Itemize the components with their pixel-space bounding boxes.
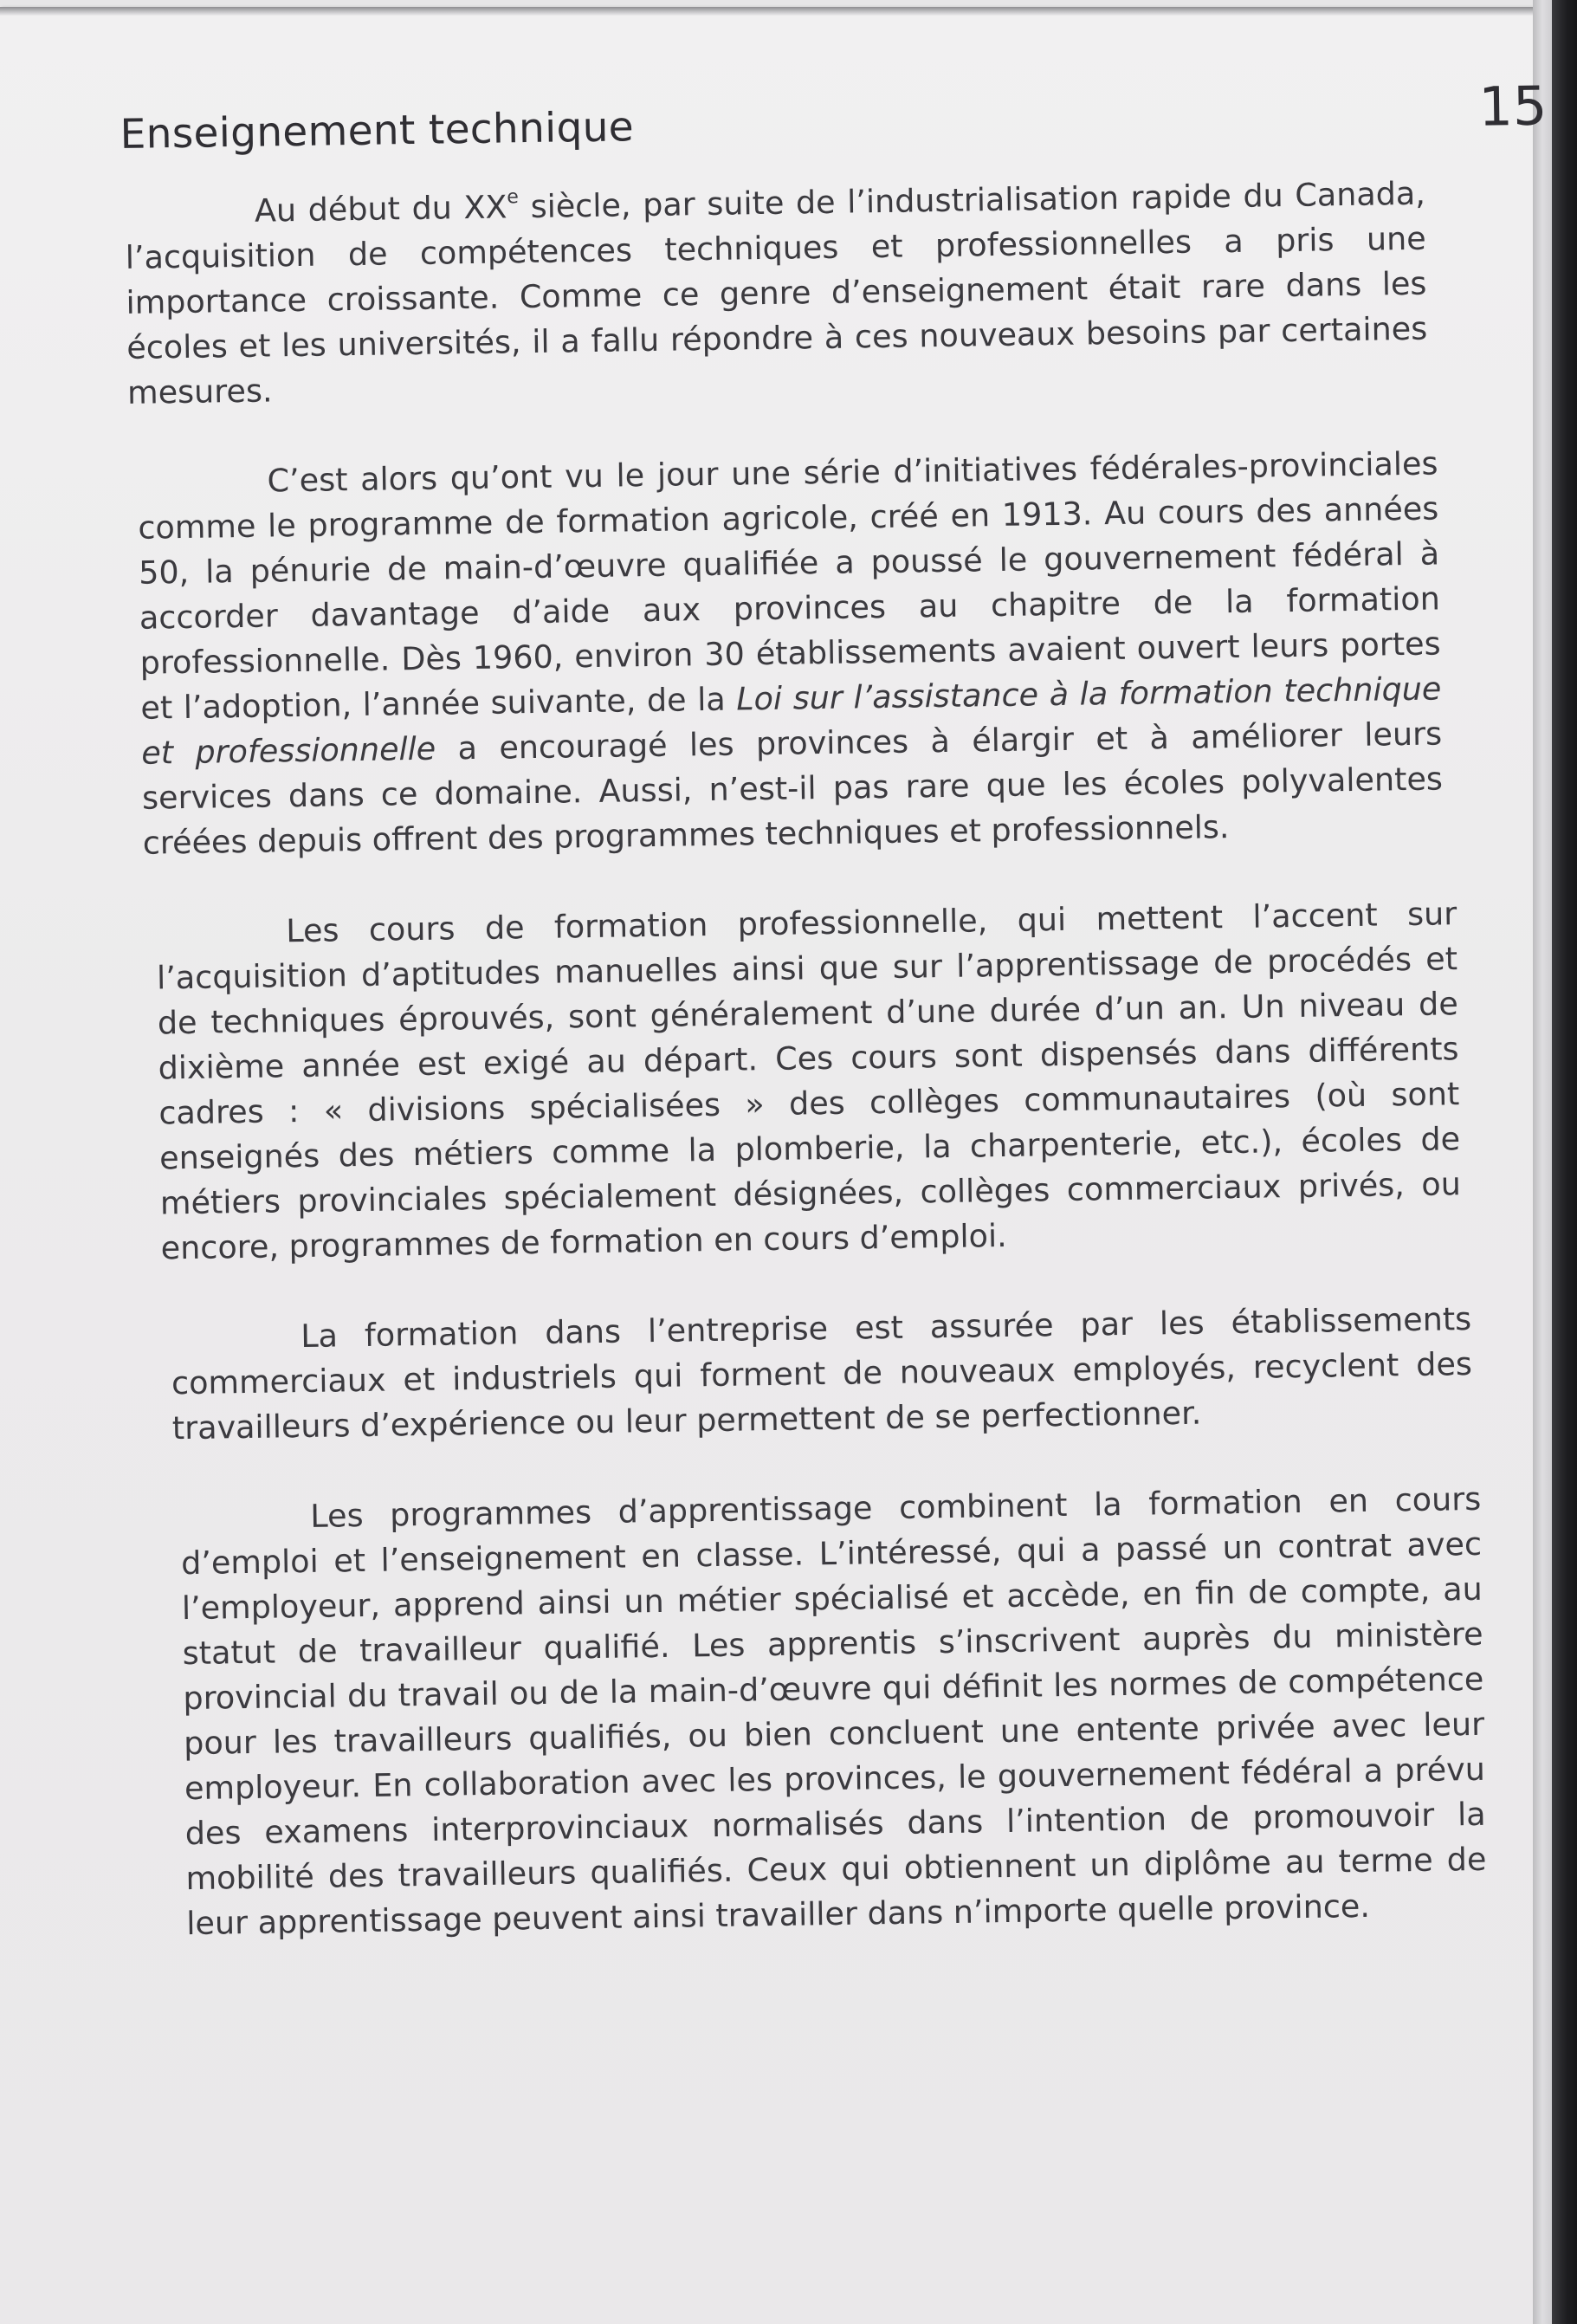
book-binding: [1552, 0, 1577, 2324]
paragraph-2-text-start: C’est alors qu’ont vu le jour une série d’initiatives fédérales-provinciales comme le programme de formation agricole, créé en 1913. Au cours des années 50, la pénurie de main-d’œuvre qualifiée a poussé le gouvernement fédéral à accorder davantage d’aide aux provinces au chapitre de la formation professionnelle. Dès 1960, environ 30 établissements avaient ouvert leurs portes et l’adoption, l’année suivante, de la: [138, 444, 1441, 727]
page-top-edge: [0, 7, 1533, 16]
paragraph-3: [156, 891, 1462, 1271]
paragraph-4: [171, 1297, 1473, 1451]
page-number: 15: [1477, 74, 1548, 139]
paragraph-2-text-rest: a encouragé les provinces à élargir et à améliorer leurs services dans ce domaine. Aussi, n’est-il pas rare que les écoles polyvalentes créées depuis offrent des programmes techniques et professionnels.: [141, 715, 1444, 862]
paragraph-1: [125, 172, 1429, 416]
paragraph-1-text-rest: siècle, par suite de l’industrialisation rapide du Canada, l’acquisition de compétences techniques et professionnelles a pris une importance croissante. Comme ce genre d’enseignement était rare dans les écoles et les universités, il a fallu répondre à ces nouveaux besoins par certaines mesures.: [125, 174, 1428, 411]
page-content: [120, 74, 1550, 1992]
paragraph-1-text-start: Au début du XX: [254, 188, 507, 230]
paragraph-5: [180, 1477, 1488, 1946]
law-title: Loi sur l’assistance à la formation technique et professionnelle: [140, 670, 1442, 772]
paragraph-4-text: La formation dans l’entreprise est assurée par les établissements commerciaux et industriels qui forment de nouveaux employés, recyclent des travailleurs d’expérience ou leur permettent de se perfectionner.: [171, 1299, 1473, 1447]
paragraph-2: [137, 441, 1444, 865]
running-head: Enseignement technique: [120, 103, 635, 159]
century-superscript: e: [507, 186, 520, 209]
paragraph-3-text: Les cours de formation professionnelle, qui mettent l’accent sur l’acquisition d’aptitudes manuelles ainsi que sur l’apprentissage de procédés et de techniques éprouvés, sont généralement d’une durée d’un an. Un niveau de dixième année est exigé au départ. Ces cours sont dispensés dans différents cadres : « divisions spécialisées » des collèges communautaires (où sont enseignés des métiers comme la plomberie, la charpenterie, etc.), écoles de métiers provinciales spécialement désignées, collèges commerciaux privés, ou encore, programmes de formation en cours d’emploi.: [156, 895, 1462, 1267]
paragraph-5-text: Les programmes d’apprentissage combinent la formation en cours d’emploi et l’enseignement en classe. L’intéressé, qui a passé un contrat avec l’employeur, apprend ainsi un métier spécialisé et accède, en fin de compte, au statut de travailleur qualifié. Les apprentis s’inscrivent auprès du ministère provincial du travail ou de la main-d’œuvre qui définit les normes de compétence pour les travailleurs qualifiés, ou bien concluent une entente privée avec leur employeur. En collaboration avec les provinces, le gouvernement fédéral a prévu des examens interprovinciaux normalisés dans l’intention de promouvoir la mobilité des travailleurs qualifiés. Ceux qui obtiennent un diplôme au terme de leur apprentissage peuvent ainsi travailler dans n’importe quelle province.: [180, 1479, 1487, 1943]
